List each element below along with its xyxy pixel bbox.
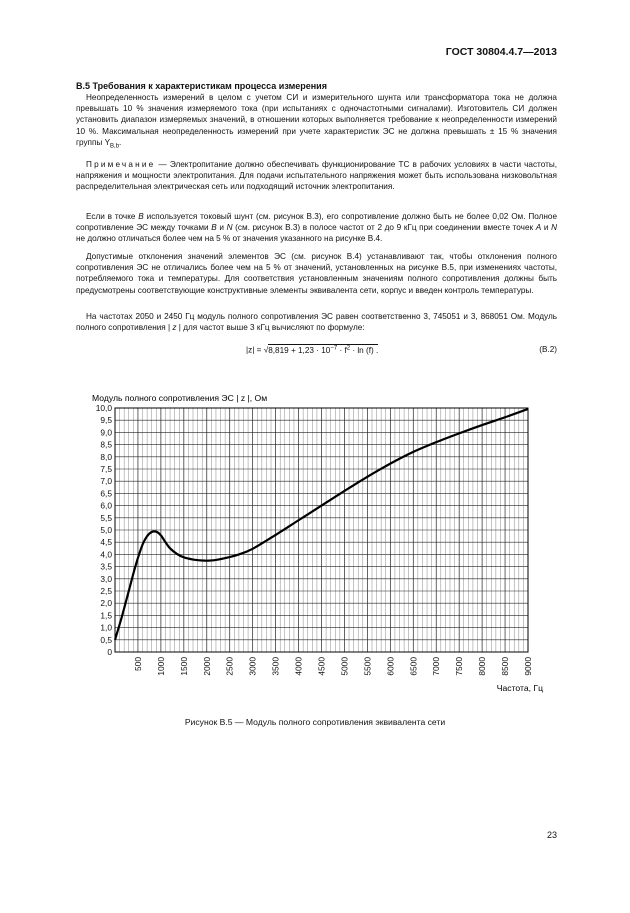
y-tick-label: 9,0: [100, 427, 112, 438]
x-tick-label: 4000: [293, 657, 304, 676]
x-tick-label: 1500: [178, 657, 189, 676]
x-tick-label: 3500: [270, 657, 281, 676]
sqrt-sign: √: [263, 345, 269, 355]
formula-exponent: 2: [346, 345, 351, 351]
y-tick-label: 2,0: [100, 598, 112, 609]
y-tick-label: 4,0: [100, 549, 112, 560]
formula: [246, 345, 378, 355]
y-tick-label: 8,0: [100, 451, 112, 462]
x-tick-label: 8000: [477, 657, 488, 676]
x-tick-label: 6000: [385, 657, 396, 676]
y-tick-label: 5,0: [100, 525, 112, 535]
x-tick-label: 5500: [362, 657, 373, 676]
y-tick-label: 0: [107, 647, 112, 657]
paragraph-impedance: [76, 311, 557, 333]
x-tick-label: 1000: [155, 657, 166, 676]
text-run: и: [216, 223, 227, 233]
note-label: Примечание: [86, 160, 156, 169]
y-tick-label: 2,5: [100, 586, 112, 596]
y-tick-label: 6,5: [100, 488, 112, 499]
formula-part: · f: [337, 345, 347, 355]
section-title: В.5 Требования к характеристикам процесса измерения: [76, 81, 327, 91]
y-axis-label: Модуль полного сопротивления ЭС | z |, Ом: [92, 393, 268, 403]
x-tick-label: 8500: [500, 657, 511, 676]
text-run: и: [541, 223, 552, 233]
note-text: — Электропитание должно обеспечивать функционирование ТС в рабочих условиях в части частоты, напряжения и мощности электропитания. Для подачи испытательного напряжения может быть использована низковольтная распределительная электрическая сеть или подходящий источник электропитания.: [76, 160, 557, 192]
y-tick-label: 7,0: [100, 476, 112, 487]
x-tick-label: 9000: [523, 657, 533, 676]
paragraph-uncertainty-text: Неопределенность измерений в целом с учетом СИ и измерительного шунта или трансформатора тока не должна превышать 10 % значения измеряемого тока (при испытаниях с одночастотными сигналами). Изготовитель СИ должен установить диапазон измеряемых значений, в отношении которых выполняется требование к неопределенности измерений 10 %. Максимальная неопределенность измерений при учете характеристик ЭС не должна превышать ± 15 % значения группы Y: [76, 93, 557, 147]
chart-grid: [115, 408, 528, 652]
text-run: На частотах 2050 и 2450 Гц модуль полного сопротивления ЭС равен соответственно 3, 745051 и 3, 868051 Ом. Модуль полного сопротивления |: [76, 312, 557, 333]
paragraph-uncertainty-end: .: [119, 137, 122, 147]
formula-radicand: [268, 344, 378, 355]
var-b: B: [138, 212, 144, 221]
x-tick-label: 5000: [339, 657, 350, 676]
y-tick-label: 7,5: [100, 464, 112, 474]
y-tick-label: 1,5: [100, 610, 112, 621]
x-axis-label: Частота, Гц: [496, 683, 543, 693]
text-run: не должно отличаться более чем на 5 % от значения указанного на рисунке В.4.: [76, 234, 383, 244]
x-tick-label: 2000: [201, 657, 212, 676]
x-tick-label: 6500: [408, 657, 419, 676]
note-paragraph: [76, 159, 557, 193]
y-tick-label: 9,5: [100, 415, 112, 426]
text-run: | для частот выше 3 кГц вычисляют по формуле:: [176, 323, 365, 333]
var-n: N: [226, 223, 233, 233]
y-tick-label: 6,0: [100, 500, 112, 511]
y-tick-label: 0,5: [100, 634, 112, 645]
x-tick-label: 7500: [454, 657, 465, 676]
paragraph-uncertainty: [76, 92, 557, 153]
y-tick-label: 10,0: [95, 403, 112, 413]
figure-caption: Рисунок В.5 — Модуль полного сопротивления эквивалента сети: [184, 717, 446, 727]
var-a: A: [535, 223, 542, 233]
formula-number: (В.2): [539, 345, 557, 354]
page-number: 23: [546, 830, 557, 840]
paragraph-shunt: [76, 211, 557, 245]
var-n: N: [551, 223, 557, 233]
y-tick-label: 3,5: [100, 561, 112, 572]
text-run: используется токовый шунт (см. рисунок В.3), его сопротивление должно быть не более 0,02 Ом. Полное сопротивление ЭС между точками: [76, 212, 557, 233]
y-tick-label: 4,5: [100, 537, 112, 548]
x-tick-label: 4500: [316, 657, 327, 676]
chart-ticks: [96, 403, 533, 676]
x-tick-label: 7000: [431, 657, 442, 676]
y-tick-label: 8,5: [100, 439, 112, 450]
x-tick-label: 500: [132, 657, 143, 671]
y-tick-label: 3,0: [100, 573, 112, 584]
formula-lhs: |z| =: [246, 345, 262, 355]
group-subscript: B,b: [110, 143, 120, 150]
var-b: B: [211, 223, 217, 233]
x-tick-label: 3000: [247, 657, 258, 676]
paragraph-tolerances: Допустимые отклонения значений элементов ЭС (см. рисунок В.4) устанавливают так, чтобы отклонения полного сопротивления ЭС не отличались более чем на 5 % от значений, установленных на рисунке В.5, при изменениях частоты, потребляемого тока и температуры. Для соответствия установленным значениям полного сопротивления должны быть предусмотрены соответствующие конструктивные элементы эквивалента сети, корпус и введен контроль температуры.: [76, 252, 557, 295]
formula-part: 8,819 + 1,23 · 10: [268, 345, 331, 355]
var-z: z: [172, 323, 177, 333]
formula-exponent: −7: [330, 345, 338, 351]
y-tick-label: 5,5: [100, 512, 112, 523]
formula-part: · ln (f) .: [350, 345, 379, 355]
x-tick-label: 2500: [224, 657, 235, 676]
y-tick-label: 1,0: [100, 622, 112, 633]
standard-code: ГОСТ 30804.4.7—2013: [445, 46, 557, 58]
impedance-chart: [0, 370, 630, 700]
text-run: Если в точке: [86, 212, 139, 221]
text-run: (см. рисунок В.3) в полосе частот от 2 до 9 кГц при соединении вместе точек: [232, 223, 536, 233]
